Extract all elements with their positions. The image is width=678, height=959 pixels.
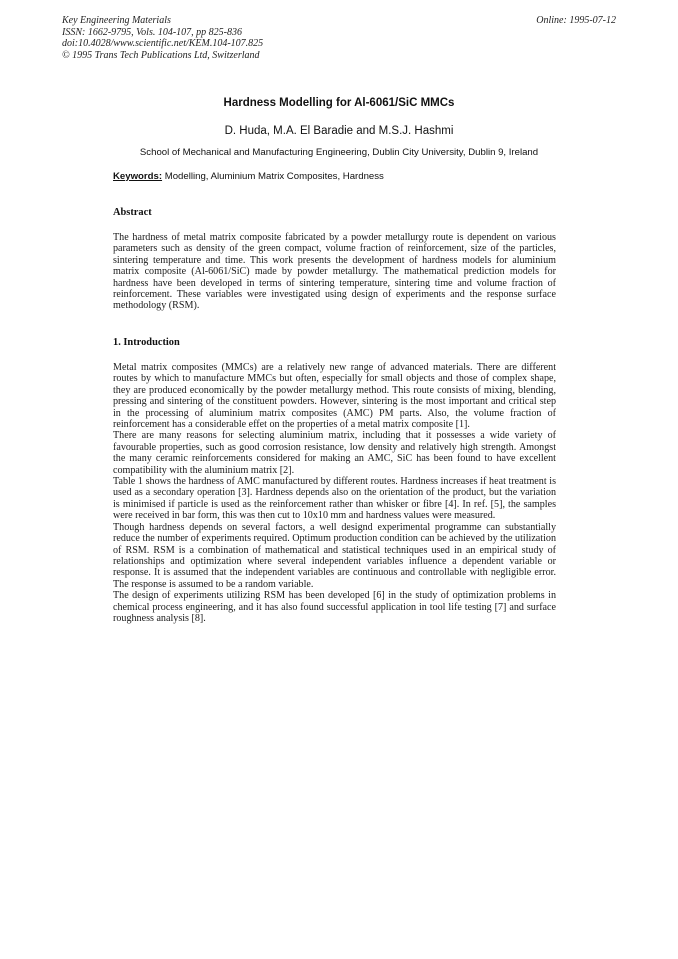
affiliation: School of Mechanical and Manufacturing Engineering, Dublin City University, Dublin 9, Ireland: [139, 147, 539, 158]
keywords-text: Modelling, Aluminium Matrix Composites, Hardness: [162, 171, 384, 182]
intro-paragraph: Though hardness depends on several factors, a well designd experimental programme can substantially reduce the number of experiments required. Optimum production condition can be achieved by the utilization of RSM. RSM is a combination of mathematical and statistical techniques used in an empirical study of relationships and optimization where several independent variables influence a dependent variable or response. It is assumed that the independent variables are continuous and controllable with negligible error. The response is assumed to be a random variable.: [113, 521, 556, 590]
abstract-text: The hardness of metal matrix composite fabricated by a powder metallurgy route is dependent on various parameters such as density of the green compact, volume fraction of reinforcement, size of the particles, sintering temperature and time. This work presents the development of hardness models for aluminium matrix composite (Al-6061/SiC) made by powder metallurgy. The mathematical prediction models for hardness have been developed in terms of sintering temperature, sintering time and volume fraction of reinforcement. These variables were investigated using design of experiments and the response surface methodology (RSM).: [113, 232, 556, 312]
introduction-body: [113, 362, 556, 624]
intro-paragraph: The design of experiments utilizing RSM has been developed [6] in the study of optimization problems in chemical process engineering, and it has also found successful application in tool life testing [7] and surface roughness analysis [8].: [113, 590, 556, 624]
copyright-line: © 1995 Trans Tech Publications Ltd, Switzerland: [62, 49, 260, 61]
keywords-line: [113, 171, 384, 182]
introduction-heading: 1. Introduction: [113, 337, 180, 348]
author-list: D. Huda, M.A. El Baradie and M.S.J. Hashmi: [224, 125, 454, 137]
doi-link[interactable]: doi:10.4028/www.scientific.net/KEM.104-107.825: [62, 38, 264, 50]
intro-paragraph: Table 1 shows the hardness of AMC manufactured by different routes. Hardness increases if heat treatment is used as a secondary operation [3]. Hardness depends also on the orientation of the product, but the variation is minimised if particle is used as the reinforcement rather than whisker or fibre [4]. In ref. [5], the samples were received in bar form, this was then cut to 10x10 mm and hardness values were measured.: [113, 476, 556, 522]
keywords-label: Keywords:: [113, 171, 163, 182]
issn-line: ISSN: 1662-9795, Vols. 104-107, pp 825-836: [62, 26, 242, 38]
abstract-body: [113, 232, 556, 312]
intro-paragraph: Metal matrix composites (MMCs) are a relatively new range of advanced materials. There are different routes by which to manufacture MMCs but often, especially for small objects and those of complex shape, they are produced economically by the powder metallurgy method. This route consists of mixing, blending, pressing and sintering of the constituent powders. However, sintering is the most important and critical step in the processing of aluminium matrix composites (AMC) PM parts. Also, the volume fraction of reinforcement has a considerable effet on the properties of a metal matrix composite [1].: [113, 362, 556, 431]
intro-paragraph: There are many reasons for selecting aluminium matrix, including that it possesses a wide variety of favourable properties, such as good corrosion resistance, low density and relatively high strength. Amongst the many ceramic reinforcements considered for making an AMC, SiC has been found to have excellent compatibility with the aluminium matrix [2].: [113, 430, 556, 476]
abstract-heading: Abstract: [113, 207, 152, 218]
journal-header: [62, 15, 263, 61]
journal-name: Key Engineering Materials: [62, 15, 171, 26]
paper-title: Hardness Modelling for Al-6061/SiC MMCs: [223, 97, 455, 109]
online-date: Online: 1995-07-12: [536, 15, 616, 26]
